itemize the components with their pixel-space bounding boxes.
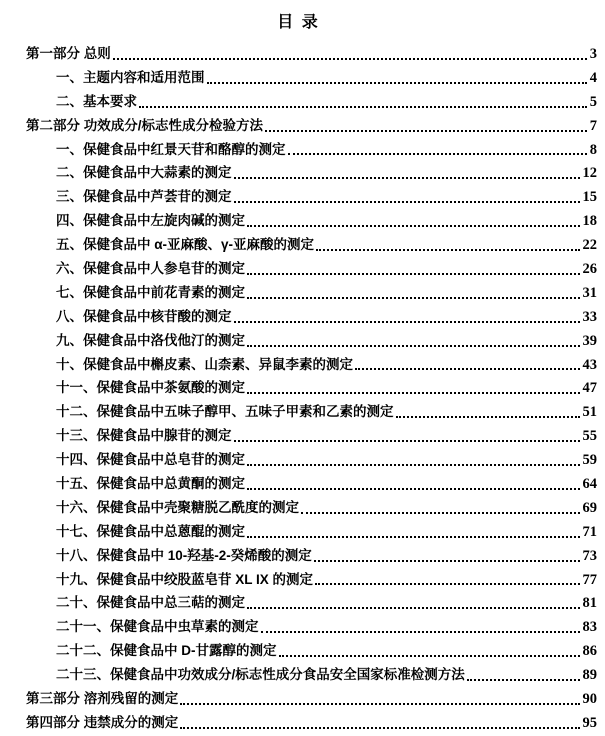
dotted-leader: [396, 416, 580, 418]
toc-entry-page: 81: [582, 595, 597, 612]
toc-entry-page: 51: [582, 404, 597, 421]
toc-entry[interactable]: [0, 138, 597, 162]
toc-entry-label: 一、保健食品中红景天苷和酪醇的测定: [56, 141, 286, 157]
dotted-leader: [207, 82, 587, 84]
toc-entry-page: 26: [582, 261, 597, 278]
dotted-leader: [234, 321, 580, 323]
toc-entry-page: 31: [582, 284, 597, 301]
toc-entry-label: 五、保健食品中 α-亚麻酸、γ-亚麻酸的测定: [56, 237, 315, 253]
toc-entry-label: 第四部分 违禁成分的测定: [26, 714, 179, 730]
toc-entry-page: 43: [582, 356, 597, 373]
toc-entry[interactable]: [0, 663, 597, 687]
toc-entry-label: 七、保健食品中前花青素的测定: [56, 284, 245, 300]
toc-entry-label: 十六、保健食品中壳聚糖脱乙酰度的测定: [56, 499, 299, 515]
toc-entry-label: 九、保健食品中洛伐他汀的测定: [56, 332, 245, 348]
toc-entry-label: 四、保健食品中左旋肉碱的测定: [56, 213, 245, 229]
toc-entry[interactable]: [0, 687, 597, 711]
toc-entry-page: 69: [582, 499, 597, 516]
toc-entry-page: 83: [582, 619, 597, 636]
toc-entry[interactable]: [0, 400, 597, 424]
toc-entry-page: 5: [589, 93, 597, 110]
toc-entry[interactable]: [0, 615, 597, 639]
dotted-leader: [247, 464, 580, 466]
dotted-leader: [247, 297, 580, 299]
toc-entry-label: 二十三、保健食品中功效成分/标志性成分食品安全国家标准检测方法: [56, 667, 465, 683]
toc-entry-label: 第二部分 功效成分/标志性成分检验方法: [26, 117, 264, 133]
toc-entry[interactable]: [0, 711, 597, 735]
dotted-leader: [139, 106, 587, 108]
toc-entry[interactable]: [0, 639, 597, 663]
dotted-leader: [247, 273, 580, 275]
dotted-leader: [355, 368, 580, 370]
toc-entry-page: 15: [582, 189, 597, 206]
dotted-leader: [314, 560, 580, 562]
toc-entry-label: 十二、保健食品中五味子醇甲、五味子甲素和乙素的测定: [56, 404, 394, 420]
dotted-leader: [261, 631, 580, 633]
toc-entry[interactable]: [0, 90, 597, 114]
toc-entry-page: 73: [582, 547, 597, 564]
toc-entry-page: 59: [582, 452, 597, 469]
toc-entry[interactable]: [0, 42, 597, 66]
toc-entry[interactable]: [0, 66, 597, 90]
dotted-leader: [247, 392, 580, 394]
toc-entry[interactable]: [0, 233, 597, 257]
toc-entry[interactable]: [0, 305, 597, 329]
dotted-leader: [180, 703, 579, 705]
toc-entry-label: 八、保健食品中核苷酸的测定: [56, 308, 232, 324]
toc-entry-page: 3: [589, 46, 597, 62]
dotted-leader: [316, 249, 579, 251]
toc-entry-label: 二十二、保健食品中 D-甘露醇的测定: [56, 643, 277, 659]
toc-entry[interactable]: [0, 424, 597, 448]
dotted-leader: [265, 130, 587, 132]
dotted-leader: [279, 655, 580, 657]
toc-entry[interactable]: [0, 209, 597, 233]
toc-entry-label: 三、保健食品中芦荟苷的测定: [56, 189, 232, 205]
dotted-leader: [234, 201, 580, 203]
toc-entry[interactable]: [0, 114, 597, 138]
dotted-leader: [234, 440, 580, 442]
toc-entry-label: 第一部分 总则: [26, 46, 111, 61]
toc-entry[interactable]: [0, 185, 597, 209]
toc-entry-page: 47: [582, 380, 597, 397]
dotted-leader: [247, 488, 580, 490]
toc-entry-label: 十一、保健食品中茶氨酸的测定: [56, 380, 245, 396]
dotted-leader: [113, 58, 587, 60]
toc-entry-page: 12: [582, 165, 597, 182]
dotted-leader: [247, 607, 580, 609]
toc-entry-label: 十、保健食品中槲皮素、山柰素、异鼠李素的测定: [56, 356, 353, 372]
toc-entry-page: 55: [582, 428, 597, 445]
dotted-leader: [180, 727, 579, 729]
dotted-leader: [467, 679, 580, 681]
toc-entry-label: 十五、保健食品中总黄酮的测定: [56, 476, 245, 492]
toc-entry[interactable]: [0, 591, 597, 615]
toc-entry-page: 39: [582, 332, 597, 349]
toc-entry[interactable]: [0, 376, 597, 400]
toc-entry[interactable]: [0, 568, 597, 592]
toc-entry[interactable]: [0, 520, 597, 544]
dotted-leader: [315, 583, 579, 585]
toc-entry-label: 二、基本要求: [56, 93, 137, 109]
toc-entry-label: 二、保健食品中大蒜素的测定: [56, 165, 232, 181]
toc-entry-label: 二十、保健食品中总三萜的测定: [56, 595, 245, 611]
dotted-leader: [247, 345, 580, 347]
toc-entry-label: 十七、保健食品中总蒽醌的测定: [56, 523, 245, 539]
toc-entry-page: 8: [589, 141, 597, 158]
toc-entry-page: 4: [589, 69, 597, 86]
toc-entry[interactable]: [0, 281, 597, 305]
dotted-leader: [288, 153, 587, 155]
toc-entry[interactable]: [0, 353, 597, 377]
toc-entry-page: 64: [582, 476, 597, 493]
dotted-leader: [301, 512, 580, 514]
toc-entry-label: 二十一、保健食品中虫草素的测定: [56, 619, 259, 635]
toc-entry-page: 90: [582, 691, 597, 708]
toc-entry-page: 86: [582, 643, 597, 660]
toc-entry[interactable]: [0, 161, 597, 185]
toc-entry-label: 十八、保健食品中 10-羟基-2-癸烯酸的测定: [56, 547, 312, 563]
toc-entry[interactable]: [0, 472, 597, 496]
toc-entry-page: 7: [589, 117, 597, 134]
dotted-leader: [247, 225, 580, 227]
dotted-leader: [247, 536, 580, 538]
toc-entry-page: 95: [582, 714, 597, 731]
toc-entry-label: 一、主题内容和适用范围: [56, 69, 205, 85]
toc-entry-page: 71: [582, 523, 597, 540]
toc-entry-page: 33: [582, 308, 597, 325]
toc-entry-page: 22: [582, 237, 597, 254]
toc-entry-page: 89: [582, 667, 597, 684]
toc-entry[interactable]: [0, 544, 597, 568]
toc-entry-page: 77: [582, 571, 597, 588]
toc-entry-label: 六、保健食品中人参皂苷的测定: [56, 261, 245, 277]
toc-list: [0, 42, 597, 735]
toc-entry[interactable]: [0, 257, 597, 281]
page-title: 目 录: [277, 14, 320, 31]
toc-entry-page: 18: [582, 213, 597, 230]
toc-entry-label: 十四、保健食品中总皂苷的测定: [56, 452, 245, 468]
toc-entry-label: 十九、保健食品中绞股蓝皂苷 XL IX 的测定: [56, 571, 314, 587]
toc-entry-label: 第三部分 溶剂残留的测定: [26, 691, 179, 707]
dotted-leader: [234, 177, 580, 179]
toc-entry[interactable]: [0, 448, 597, 472]
toc-entry[interactable]: [0, 496, 597, 520]
toc-entry-label: 十三、保健食品中腺苷的测定: [56, 428, 232, 444]
toc-entry[interactable]: [0, 329, 597, 353]
